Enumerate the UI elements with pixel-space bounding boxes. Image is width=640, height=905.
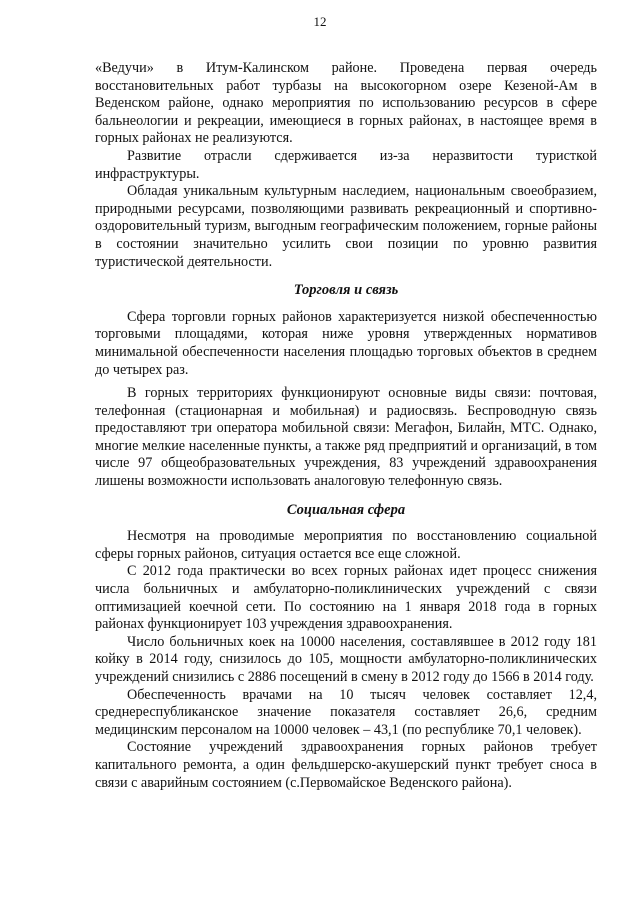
document-body [95,60,597,792]
paragraph-intro-1: «Ведучи» в Итум-Калинском районе. Проведена первая очередь восстановительных работ турбазы на высокогорном озере Кезеной-Ам в Веденском районе, однако мероприятия по использованию ресурсов в сфере бальнеологии и рекреации, имеющиеся в горных районах, в настоящее время в горных районах не реализуются. [95,60,597,147]
section-heading-social: Социальная сфера [286,501,406,518]
paragraph-trade-1: Сфера торговли горных районов характеризуется низкой обеспеченностью торговыми площадями, которая ниже уровня утвержденных нормативов минимальной обеспеченности населения площадью торговых объектов в среднем до четырех раз. [95,308,597,378]
paragraph-trade-2: В горных территориях функционируют основные виды связи: почтовая, телефонная (стационарная и мобильная) и радиосвязь. Беспроводную связь предоставляют три оператора мобильной связи: Мегафон, Билайн, МТС. Однако, многие мелкие населенные пункты, а также ряд предприятий и организаций, в том числе 97 общеобразовательных учреждения, 83 учреждений здравоохранения лишены возможности использовать аналоговую телефонную связь. [95,385,597,490]
paragraph-social-3: Число больничных коек на 10000 населения, составлявшее в 2012 году 181 койку в 2014 году, снизилось до 105, мощности амбулаторно-поликлинических учреждений снизились с 2886 посещений в смену в 2012 году до 1566 в 2014 году. [95,633,597,685]
paragraph-intro-2: Развитие отрасли сдерживается из-за неразвитости туристкой инфраструктуры. [95,147,597,182]
paragraph-social-1: Несмотря на проводимые мероприятия по восстановлению социальной сферы горных районов, ситуация остается все еще сложной. [95,528,597,562]
paragraph-social-4: Обеспеченность врачами на 10 тысяч человек составляет 12,4, среднереспубликанское значение показателя составляет 26,6, средним медицинским персоналом на 10000 человек – 43,1 (по республике 70,1 человек). [95,686,597,738]
section-heading-trade: Торговля и связь [293,282,399,299]
page-number: 12 [313,14,327,29]
paragraph-intro-3: Обладая уникальным культурным наследием, национальным своеобразием, природными ресурсами, позволяющими развивать рекреационный и спортивно-оздоровительный туризм, выгодным географическим положением, горные районы в состоянии значительно усилить свои позиции по уровню развития туристической деятельности. [95,183,597,270]
paragraph-social-2: С 2012 года практически во всех горных районах идет процесс снижения числа больничных и амбулаторно-поликлинических учреждений с связи оптимизацией коечной сети. По состоянию на 1 января 2018 года в горных районах функционирует 103 учреждения здравоохранения. [95,563,597,633]
paragraph-social-5: Состояние учреждений здравоохранения горных районов требует капитального ремонта, а один фельдшерско-акушерский пункт требует сноса в связи с аварийным состоянием (с.Первомайское Веденского района). [95,739,597,791]
